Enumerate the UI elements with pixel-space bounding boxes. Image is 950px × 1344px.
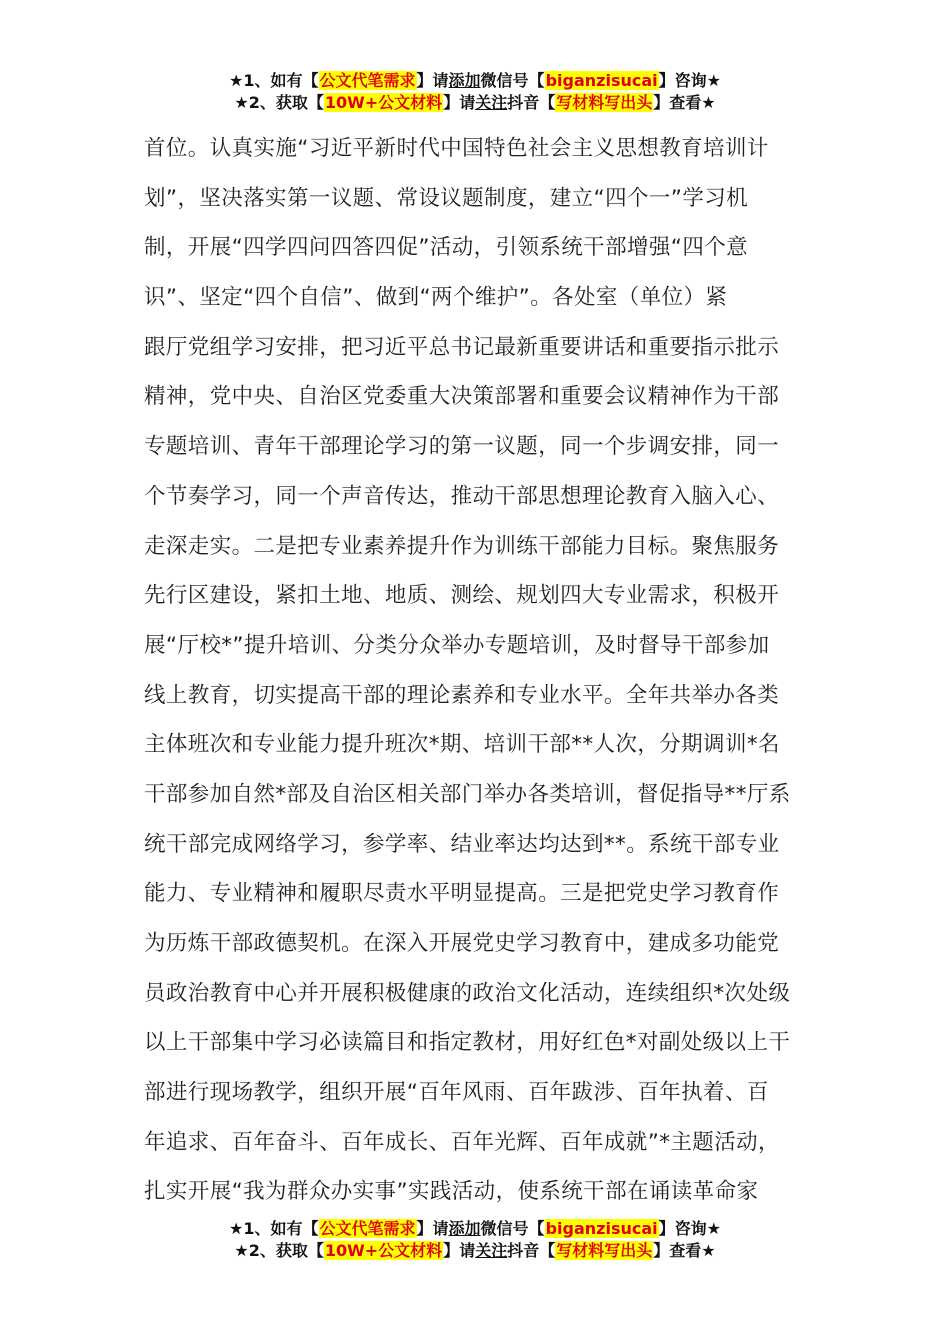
banner-underline: 添加: [448, 71, 481, 90]
bottom-promo-banner: [0, 1218, 950, 1262]
text-line: 为历炼干部政德契机。在深入开展党史学习教育中，建成多功能党: [144, 931, 780, 956]
banner-text: 微信号【: [480, 1219, 545, 1238]
top-banner-line-1: [0, 70, 950, 92]
text-line: 主体班次和专业能力提升班次*期、培训干部**人次，分期调训*名: [144, 732, 780, 758]
text-line: 先行区建设，紧扣土地、地质、测绘、规划四大专业需求，积极开: [144, 583, 780, 609]
banner-text: 】请: [416, 1219, 449, 1238]
text-line: 统干部完成网络学习，参学率、结业率达均达到**。系统干部专业: [144, 831, 780, 857]
banner-text: 】查看★: [653, 93, 716, 112]
banner-highlight-wechat: biganzisucai: [545, 71, 658, 90]
text-line: 跟厅党组学习安排，把习近平总书记最新重要讲话和重要指示批示: [144, 334, 780, 360]
banner-text: 抖音【: [507, 1241, 556, 1260]
banner-highlight-douyin: 写材料写出头: [556, 93, 653, 112]
banner-underline: 添加: [448, 1219, 481, 1238]
text-line: 精神，党中央、自治区党委重大决策部署和重要会议精神作为干部: [144, 384, 780, 410]
document-body: [144, 124, 808, 1217]
top-promo-banner: [0, 70, 950, 114]
text-line: 能力、专业精神和履职尽责水平明显提高。三是把党史学习教育作: [144, 881, 780, 907]
banner-highlight: 10W+公文材料: [324, 1241, 443, 1260]
banner-text: ★2、获取【: [234, 93, 324, 112]
banner-highlight: 公文代笔需求: [319, 71, 416, 90]
banner-text: 】请: [443, 1241, 476, 1260]
text-line: 划”，坚决落实第一议题、常设议题制度，建立“四个一”学习机: [144, 185, 749, 211]
banner-text: 】请: [443, 93, 476, 112]
banner-highlight: 10W+公文材料: [324, 93, 443, 112]
banner-text: 抖音【: [507, 93, 556, 112]
text-line: 年追求、百年奋斗、百年成长、百年光辉、百年成就”*主题活动，: [144, 1129, 780, 1155]
banner-text: ★1、如有【: [229, 71, 319, 90]
text-line: 以上干部集中学习必读篇目和指定教材，用好红色*对副处级以上干: [144, 1030, 791, 1056]
text-line: 专题培训、青年干部理论学习的第一议题，同一个步调安排，同一: [144, 434, 780, 460]
banner-underline: 关注: [475, 93, 508, 112]
banner-text: ★1、如有【: [229, 1219, 319, 1238]
banner-highlight: 公文代笔需求: [319, 1219, 416, 1238]
banner-text: ★2、获取【: [234, 1241, 324, 1260]
banner-underline: 关注: [475, 1241, 508, 1260]
banner-highlight-wechat: biganzisucai: [545, 1219, 658, 1238]
banner-text: 】咨询★: [658, 1219, 721, 1238]
text-line: 展“厅校*”提升培训、分类分众举办专题培训，及时督导干部参加: [144, 632, 770, 658]
text-line: 员政治教育中心并开展积极健康的政治文化活动，连续组织*次处级: [144, 980, 791, 1006]
text-line: 制，开展“四学四问四答四促”活动，引领系统干部增强“四个意: [144, 235, 749, 261]
text-line: 线上教育，切实提高干部的理论素养和专业水平。全年共举办各类: [144, 682, 780, 708]
bottom-banner-line-1: [0, 1218, 950, 1240]
bottom-banner-line-2: [0, 1240, 950, 1262]
banner-highlight-douyin: 写材料写出头: [556, 1241, 653, 1260]
text-line: 个节奏学习，同一个声音传达，推动干部思想理论教育入脑入心、: [144, 483, 780, 509]
text-line: 干部参加自然*部及自治区相关部门举办各类培训，督促指导**厅系: [144, 781, 791, 807]
text-line: 识”、坚定“四个自信”、做到“两个维护”。各处室（单位）紧: [144, 285, 728, 311]
text-line: 首位。认真实施“习近平新时代中国特色社会主义思想教育培训计: [144, 136, 769, 161]
text-line: 扎实开展“我为群众办实事”实践活动，使系统干部在诵读革命家: [144, 1179, 759, 1205]
text-line: 部进行现场教学，组织开展“百年风雨、百年跋涉、百年执着、百: [144, 1080, 769, 1106]
text-line: 走深走实。二是把专业素养提升作为训练干部能力目标。聚焦服务: [144, 533, 780, 559]
banner-text: 微信号【: [480, 71, 545, 90]
top-banner-line-2: [0, 92, 950, 114]
banner-text: 】请: [416, 71, 449, 90]
banner-text: 】咨询★: [658, 71, 721, 90]
banner-text: 】查看★: [653, 1241, 716, 1260]
